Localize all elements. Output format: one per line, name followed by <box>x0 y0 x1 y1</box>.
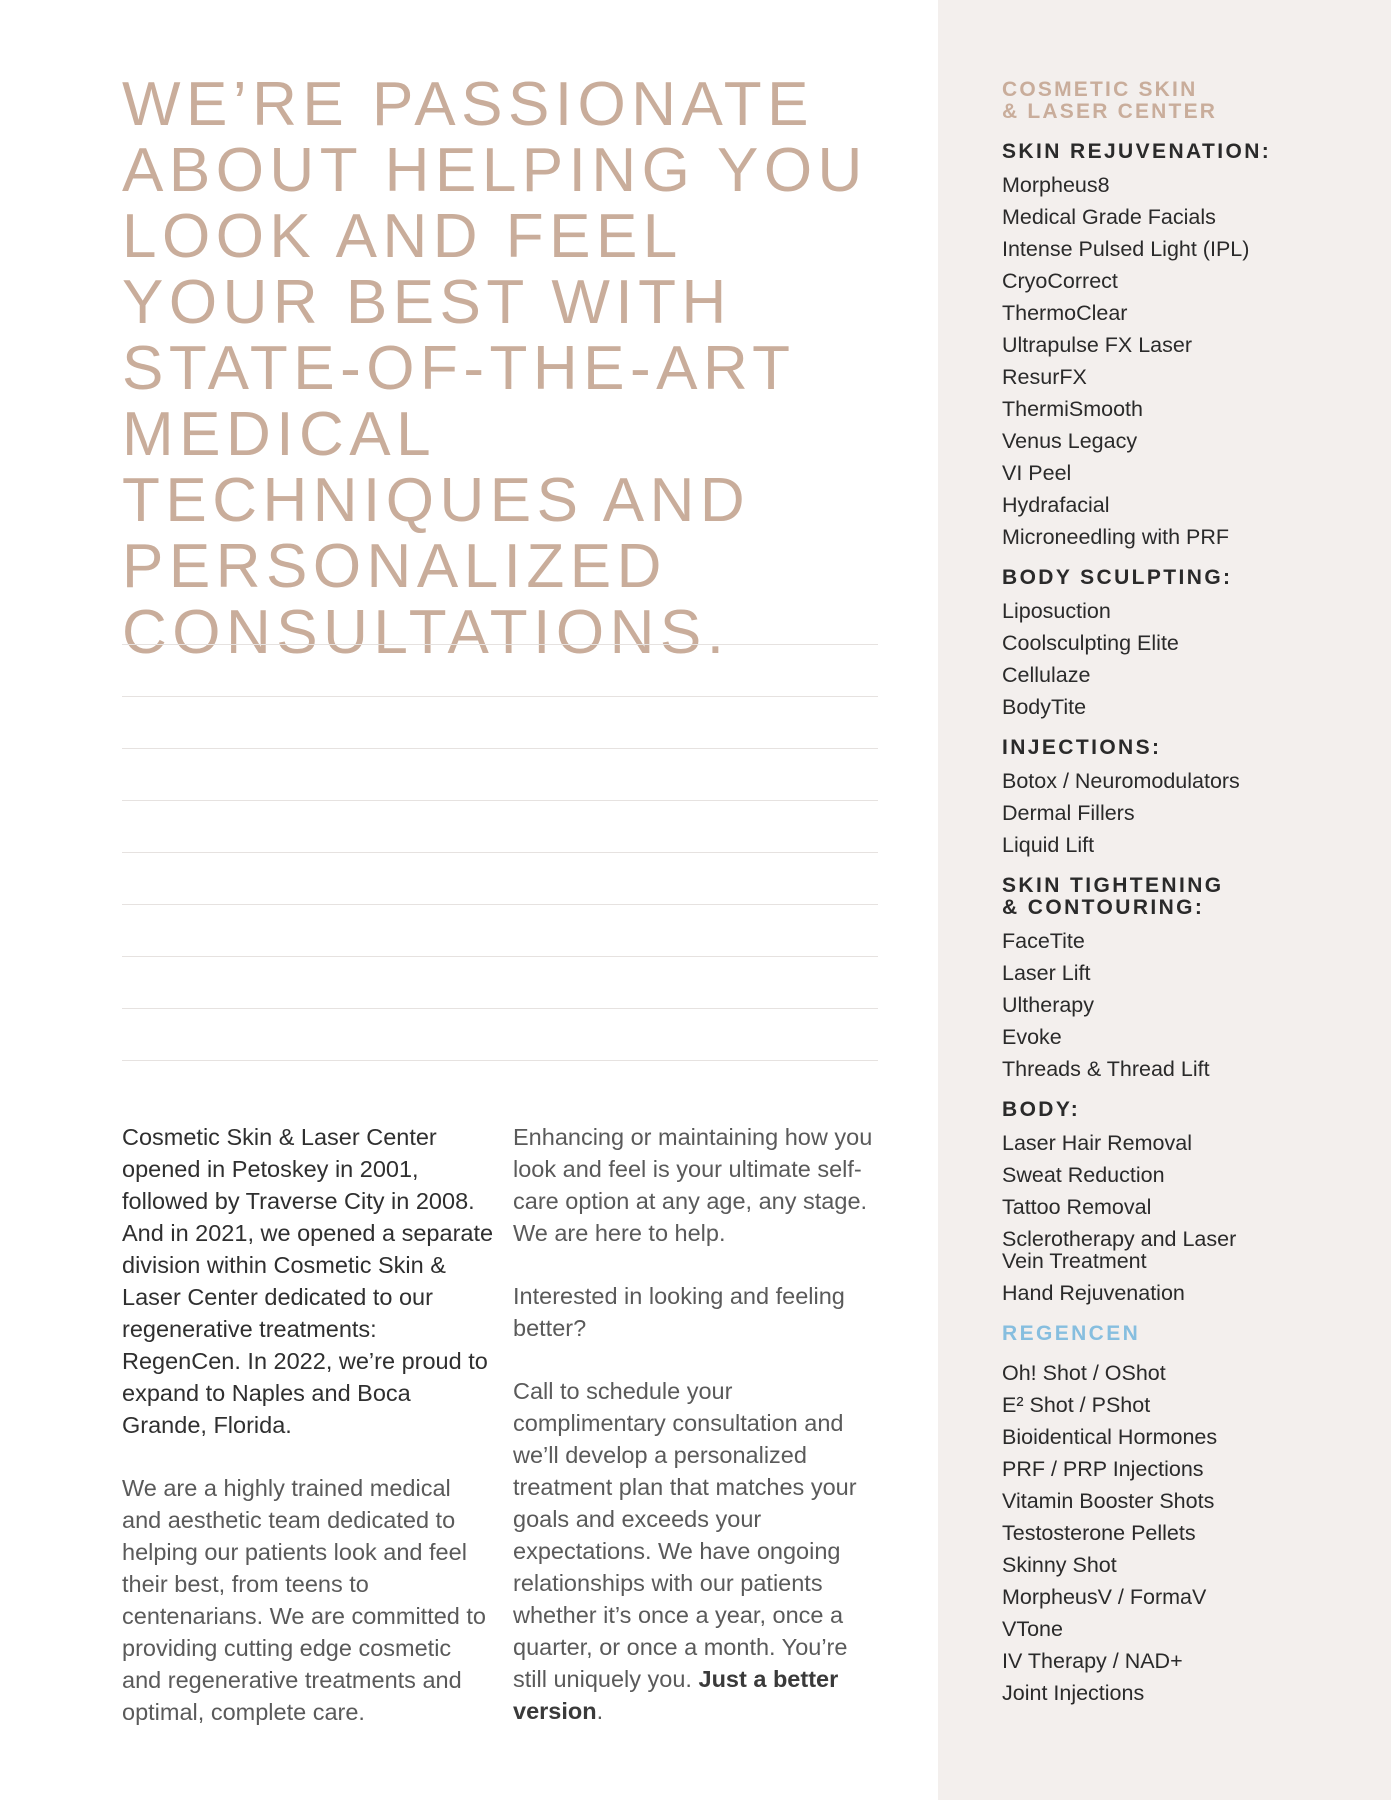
divider-line <box>122 904 878 905</box>
category-regencen: REGENCEN <box>1002 1322 1141 1345</box>
service-item: Oh! Shot / OShot <box>1002 1361 1166 1385</box>
service-item: IV Therapy / NAD+ <box>1002 1649 1183 1673</box>
service-item: Sweat Reduction <box>1002 1163 1165 1187</box>
service-item: Hand Rejuvenation <box>1002 1281 1185 1305</box>
service-item: PRF / PRP Injections <box>1002 1457 1204 1481</box>
brand-line-1: COSMETIC SKIN <box>1002 78 1198 101</box>
about-paragraph-history: Cosmetic Skin & Laser Center opened in Petoskey in 2001, followed by Traverse City in 2008. And in 2021, we opened a separate division within Cosmetic Skin & Laser Center dedicated to our regenerative treatments: RegenCen. In 2022, we’re proud to expand to Naples and Boca Grande, Florida. <box>122 1124 494 1438</box>
service-item: Ultherapy <box>1002 993 1095 1017</box>
service-item: CryoCorrect <box>1002 269 1118 293</box>
skin-tightening-list <box>1002 925 1372 1085</box>
service-item: Laser Hair Removal <box>1002 1131 1192 1155</box>
body-sculpting-list <box>1002 595 1372 723</box>
divider-line <box>122 748 878 749</box>
service-item: Cellulaze <box>1002 663 1091 687</box>
divider-line <box>122 956 878 957</box>
service-item-line-1: Sclerotherapy and Laser <box>1002 1227 1237 1251</box>
service-item: Evoke <box>1002 1025 1062 1049</box>
divider-line <box>122 644 878 645</box>
category-title-line-1: SKIN TIGHTENING <box>1002 874 1224 897</box>
tagline-period: . <box>596 1698 604 1724</box>
service-item-line-2: Vein Treatment <box>1002 1249 1147 1273</box>
services-list <box>1002 79 1372 1723</box>
service-item: Medical Grade Facials <box>1002 205 1216 229</box>
service-item: Tattoo Removal <box>1002 1195 1152 1219</box>
writing-lines <box>122 644 878 1112</box>
service-item: Dermal Fillers <box>1002 801 1135 825</box>
service-item: Threads & Thread Lift <box>1002 1057 1210 1081</box>
service-item: Venus Legacy <box>1002 429 1138 453</box>
category-skin-rejuvenation: SKIN REJUVENATION: <box>1002 140 1272 163</box>
regencen-list <box>1002 1357 1372 1709</box>
service-item: VTone <box>1002 1617 1063 1641</box>
service-item: Joint Injections <box>1002 1681 1145 1705</box>
service-item: Laser Lift <box>1002 961 1091 985</box>
service-item: Testosterone Pellets <box>1002 1521 1196 1545</box>
divider-line <box>122 696 878 697</box>
service-item: Botox / Neuromodulators <box>1002 769 1240 793</box>
service-item: E² Shot / PShot <box>1002 1393 1151 1417</box>
about-paragraph-selfcare: Enhancing or maintaining how you look and feel is your ultimate self-care option at any age, any stage. We are here to help. <box>513 1124 873 1246</box>
tagline-bold: Just a better version <box>513 1666 839 1724</box>
category-injections: INJECTIONS: <box>1002 736 1162 759</box>
divider-line <box>122 852 878 853</box>
service-item: ThermiSmooth <box>1002 397 1143 421</box>
service-item: Microneedling with PRF <box>1002 525 1230 549</box>
about-paragraph-team: We are a highly trained medical and aesthetic team dedicated to helping our patients look and feel their best, from teens to centenarians. We are committed to providing cutting edge cosmetic and regenerative treatments and optimal, complete care. <box>122 1475 486 1725</box>
skin-rejuvenation-list <box>1002 169 1372 553</box>
divider-line <box>122 800 878 801</box>
service-item: Liquid Lift <box>1002 833 1095 857</box>
service-item: FaceTite <box>1002 929 1085 953</box>
service-item: BodyTite <box>1002 695 1087 719</box>
brand-name <box>1002 79 1372 123</box>
about-paragraph-consultation <box>513 1375 883 1727</box>
service-item: Bioidentical Hormones <box>1002 1425 1218 1449</box>
about-column-right <box>513 1121 883 1758</box>
category-body: BODY: <box>1002 1098 1081 1121</box>
service-item: Coolsculpting Elite <box>1002 631 1179 655</box>
service-item: VI Peel <box>1002 461 1072 485</box>
consultation-text: Call to schedule your complimentary consultation and we’ll develop a personalized treatment plan that matches your goals and exceeds your expectations. We have ongoing relationships with our patients whether it’s once a year, once a quarter, or once a month. You’re still uniquely you. <box>513 1378 857 1692</box>
category-title-line-2: & CONTOURING: <box>1002 896 1205 919</box>
service-item: Ultrapulse FX Laser <box>1002 333 1192 357</box>
brand-line-2: & LASER CENTER <box>1002 100 1218 123</box>
category-skin-tightening <box>1002 875 1372 919</box>
injections-list <box>1002 765 1372 861</box>
service-item: Skinny Shot <box>1002 1553 1117 1577</box>
divider-line <box>122 1060 878 1061</box>
about-column-left <box>122 1121 494 1759</box>
category-body-sculpting: BODY SCULPTING: <box>1002 566 1233 589</box>
service-item: MorpheusV / FormaV <box>1002 1585 1207 1609</box>
service-item: Vitamin Booster Shots <box>1002 1489 1215 1513</box>
service-item <box>1002 1223 1372 1277</box>
body-list <box>1002 1127 1372 1309</box>
service-item: Intense Pulsed Light (IPL) <box>1002 237 1250 261</box>
service-item: Hydrafacial <box>1002 493 1110 517</box>
about-paragraph-interest: Interested in looking and feeling better? <box>513 1283 845 1341</box>
service-item: Morpheus8 <box>1002 173 1110 197</box>
service-item: ThermoClear <box>1002 301 1128 325</box>
service-item: ResurFX <box>1002 365 1087 389</box>
page-headline: WE’RE PASSIONATE ABOUT HELPING YOU LOOK AND FEEL YOUR BEST WITH STATE-OF-THE-ART MEDICAL TECHNIQUES AND PERSONALIZED CONSULTATIONS. <box>122 70 868 667</box>
service-item: Liposuction <box>1002 599 1111 623</box>
divider-line <box>122 1008 878 1009</box>
